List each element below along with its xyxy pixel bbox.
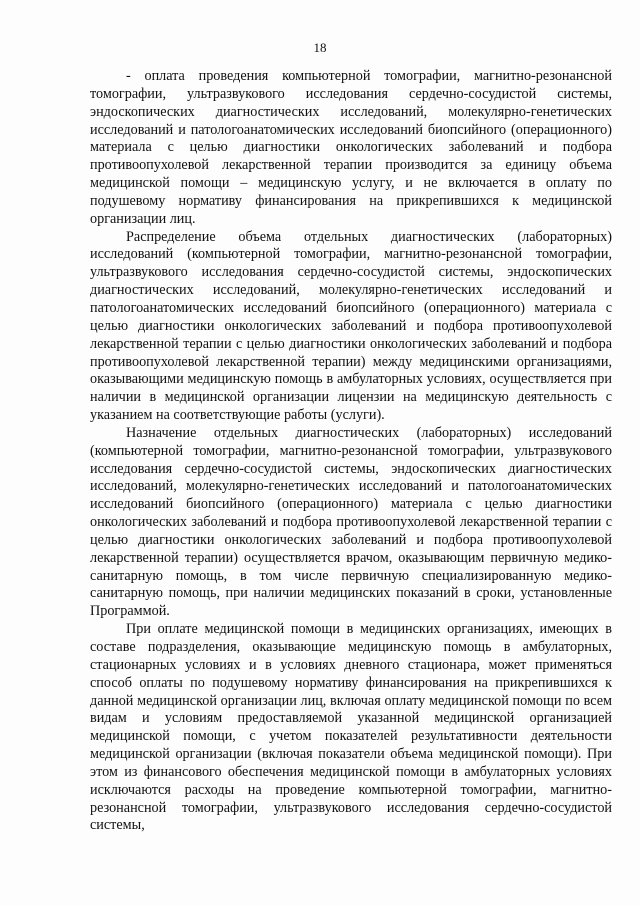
paragraph-prescription: Назначение отдельных диагностических (лабораторных) исследований (компьютерной томографии, магнитно-резонансной томографии, ультразвукового исследования сердечно-сосудистой системы, эндоскопических диагностических исследований, молекулярно-генетических исследований и патологоанатомических исследований биопсийного (операционного) материала с целью диагностики онкологических заболеваний и подбора противоопухолевой лекарственной терапии с целью диагностики онкологических заболеваний и подбора противоопухолевой лекарственной терапии) осуществляется врачом, оказывающим первичную медико-санитарную помощь, в том числе первичную специализированную медико-санитарную помощь, при наличии медицинских показаний в сроки, установленные Программой. [90, 424, 612, 620]
page-number: 18 [313, 40, 327, 55]
paragraph-distribution: Распределение объема отдельных диагностических (лабораторных) исследований (компьютерной томографии, магнитно-резонансной томографии, ультразвукового исследования сердечно-сосудистой системы, эндоскопических диагностических исследований, молекулярно-генетических исследований и патологоанатомических исследований биопсийного (операционного) материала с целью диагностики онкологических заболеваний и подбора противоопухолевой лекарственной терапии с целью диагностики онкологических заболеваний и подбора противоопухолевой лекарственной терапии) между медицинскими организациями, оказывающими медицинскую помощь в амбулаторных условиях, осуществляется при наличии в медицинской организации лицензии на медицинскую деятельность с указанием на соответствующие работы (услуги). [90, 228, 612, 424]
paragraph-ct-payment: - оплата проведения компьютерной томографии, магнитно-резонансной томографии, ультразвукового исследования сердечно-сосудистой системы, эндоскопических диагностических исследований, молекулярно-генетических исследований и патологоанатомических исследований биопсийного (операционного) материала с целью диагностики онкологических заболеваний и подбора противоопухолевой лекарственной терапии производится за единицу объема медицинской помощи – медицинскую услугу, и не включается в оплату по подушевому нормативу финансирования на прикрепившихся к медицинской организации лиц. [90, 68, 612, 227]
paragraph-payment-method: При оплате медицинской помощи в медицинских организациях, имеющих в составе подразделения, оказывающие медицинскую помощь в амбулаторных, стационарных условиях и в условиях дневного стационара, может применяться способ оплаты по подушевому нормативу финансирования на прикрепившихся к данной медицинской организации лиц, включая оплату медицинской помощи по всем видам и условиям предоставляемой указанной медицинской организацией медицинской помощи, с учетом показателей результативности деятельности медицинской организации (включая показатели объема медицинской помощи). При этом из финансового обеспечения медицинской помощи в амбулаторных условиях исключаются расходы на проведение компьютерной томографии, магнитно-резонансной томографии, ультразвукового исследования сердечно-сосудистой системы, [90, 621, 612, 834]
document-body [90, 68, 612, 835]
